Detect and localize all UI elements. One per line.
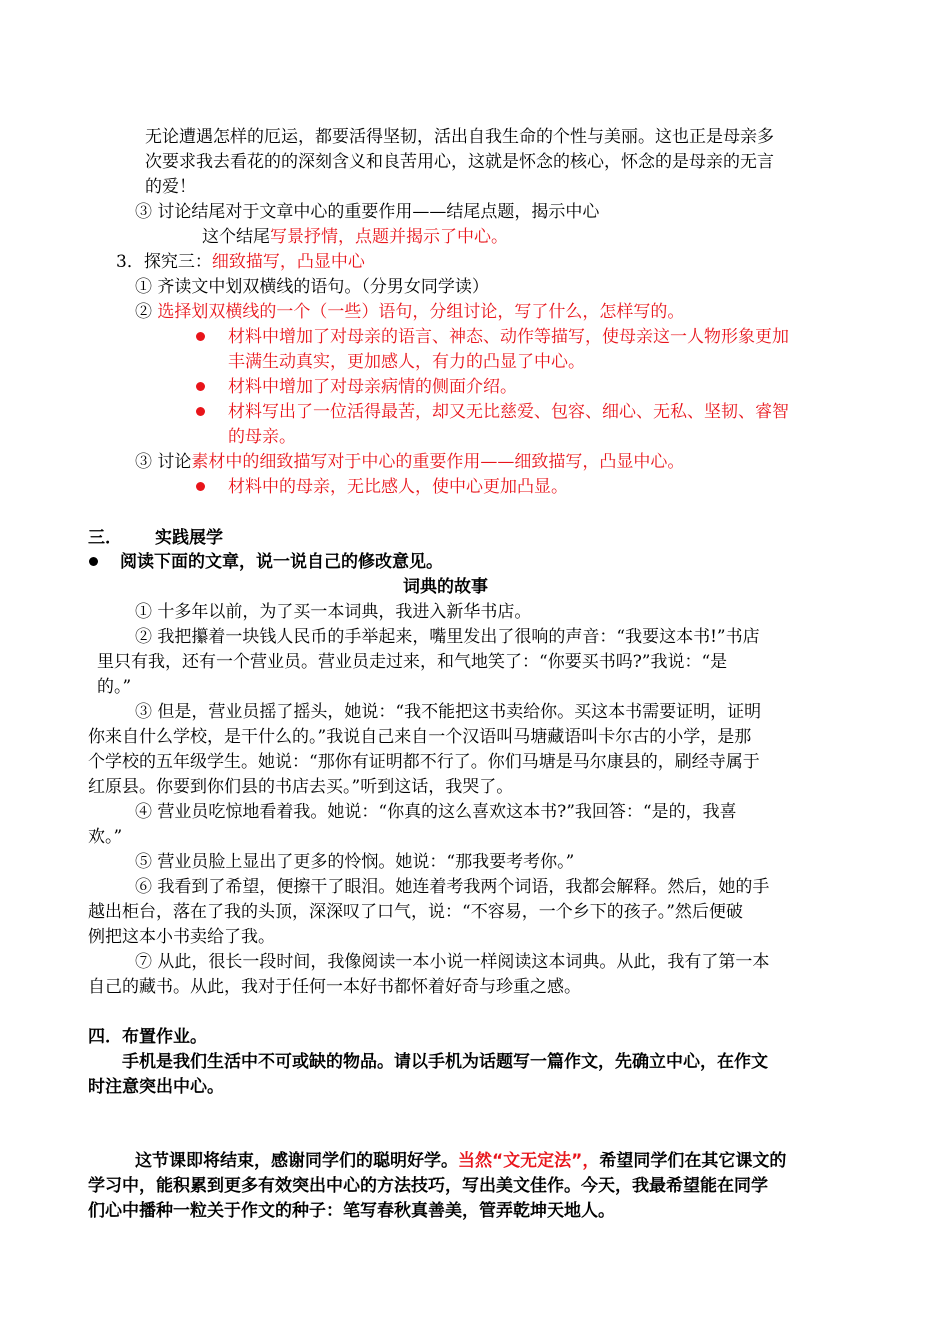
- explore-heading: [116, 250, 365, 274]
- story-paragraph: ③ 但是，营业员摇了摇头，她说：“我不能把这书卖给你。买这本书需要证明，证明: [135, 702, 762, 722]
- bullet-icon: [196, 482, 205, 491]
- closing-red: 当然“文无定法”，: [458, 1151, 600, 1171]
- bullet-icon: [89, 557, 98, 566]
- closing-part: 希望同学们在其它课文的: [599, 1151, 787, 1171]
- item-red: 选择划双横线的一个（一些）语句，分组讨论，写了什么，怎样写的。: [157, 302, 685, 322]
- bullet-text: 材料中增加了对母亲的语言、神态、动作等描写，使母亲这一人物形象更加: [228, 327, 789, 347]
- homework-text: 时注意突出中心。: [88, 1077, 224, 1097]
- story-line: 里只有我，还有一个营业员。营业员走过来，和气地笑了：“你要买书吗?”我说：“是: [97, 652, 728, 672]
- section-instruction: 阅读下面的文章，说一说自己的修改意见。: [120, 552, 443, 572]
- bullet-text: 材料中增加了对母亲病情的侧面介绍。: [228, 377, 517, 397]
- note-prefix: 这个结尾: [202, 227, 270, 247]
- item-prefix: ②: [135, 302, 158, 322]
- story-line: 自己的藏书。从此，我对于任何一本好书都怀着好奇与珍重之感。: [88, 977, 581, 997]
- closing-text: [135, 1149, 786, 1173]
- story-line: 欢。”: [88, 827, 123, 847]
- closing-text: 学习中，能积累到更多有效突出中心的方法技巧，写出美文佳作。今天，我最希望能在同学: [88, 1176, 768, 1196]
- explore-item-2: [135, 300, 684, 324]
- text-line: 次要求我去看花的的深刻含义和良苦用心，这就是怀念的核心，怀念的是母亲的无言: [145, 152, 774, 172]
- story-paragraph: ⑦ 从此，很长一段时间，我像阅读一本小说一样阅读这本词典。从此，我有了第一本: [135, 952, 770, 972]
- bullet-icon: [196, 382, 205, 391]
- story-paragraph: ① 十多年以前，为了买一本词典，我进入新华书店。: [135, 602, 532, 622]
- homework-text: 手机是我们生活中不可或缺的物品。请以手机为话题写一篇作文，先确立中心，在作文: [122, 1052, 768, 1072]
- text-line: 的爱！: [145, 177, 196, 197]
- story-line: 越出柜台，落在了我的头顶，深深叹了口气，说：“不容易，一个乡下的孩子。”然后便破: [88, 902, 743, 922]
- story-line: 你来自什么学校，是干什么的。”我说自己来自一个汉语叫马塘藏语叫卡尔古的小学，是那: [88, 727, 752, 747]
- story-line: 红原县。你要到你们县的书店去买。”听到这话，我哭了。: [88, 777, 514, 797]
- story-line: 个学校的五年级学生。她说：“那你有证明都不行了。你们马塘是马尔康县的，刷经寺属于: [88, 752, 760, 772]
- explore-title: 细致描写，凸显中心: [211, 252, 365, 272]
- bullet-text: 材料写出了一位活得最苦，却又无比慈爱、包容、细心、无私、坚韧、睿智: [228, 402, 789, 422]
- explore-number: 3．探究三：: [116, 252, 212, 272]
- explore-item-1: ① 齐读文中划双横线的语句。（分男女同学读）: [135, 277, 489, 297]
- bullet-icon: [196, 407, 205, 416]
- bullet-text: 材料中的母亲，无比感人，使中心更加凸显。: [228, 477, 568, 497]
- bullet-text: 丰满生动真实，更加感人，有力的凸显了中心。: [228, 352, 585, 372]
- discussion-note: [202, 225, 508, 249]
- explore-item-3: [135, 450, 684, 474]
- story-line: 的。”: [97, 677, 132, 697]
- closing-text: 们心中播种一粒关于作文的种子：笔写春秋真善美，管弄乾坤天地人。: [88, 1201, 615, 1221]
- story-paragraph: ② 我把攥着一块钱人民币的手举起来，嘴里发出了很响的声音：“我要这本书!”书店: [135, 627, 760, 647]
- story-line: 例把这本小书卖给了我。: [88, 927, 275, 947]
- story-title: 词典的故事: [403, 577, 488, 597]
- section-title: 四．布置作业。: [88, 1027, 207, 1047]
- bullet-text: 的母亲。: [228, 427, 296, 447]
- story-paragraph: ⑤ 营业员脸上显出了更多的怜悯。她说：“那我要考考你。”: [135, 852, 575, 872]
- bullet-icon: [196, 332, 205, 341]
- story-paragraph: ⑥ 我看到了希望，便擦干了眼泪。她连着考我两个词语，我都会解释。然后，她的手: [135, 877, 770, 897]
- closing-part: 这节课即将结束，感谢同学们的聪明好学。: [135, 1151, 458, 1171]
- discussion-item: ③ 讨论结尾对于文章中心的重要作用——结尾点题，揭示中心: [135, 202, 600, 222]
- item-red: 素材中的细致描写对于中心的重要作用——细致描写，凸显中心。: [191, 452, 685, 472]
- item-prefix: ③ 讨论: [135, 452, 192, 472]
- section-title: 实践展学: [155, 528, 223, 548]
- story-paragraph: ④ 营业员吃惊地看着我。她说：“你真的这么喜欢这本书?”我回答：“是的，我喜: [135, 802, 737, 822]
- note-red: 写景抒情，点题并揭示了中心。: [270, 227, 508, 247]
- text-line: 无论遭遇怎样的厄运，都要活得坚韧，活出自我生命的个性与美丽。这也正是母亲多: [145, 127, 774, 147]
- section-number: 三．: [88, 528, 122, 548]
